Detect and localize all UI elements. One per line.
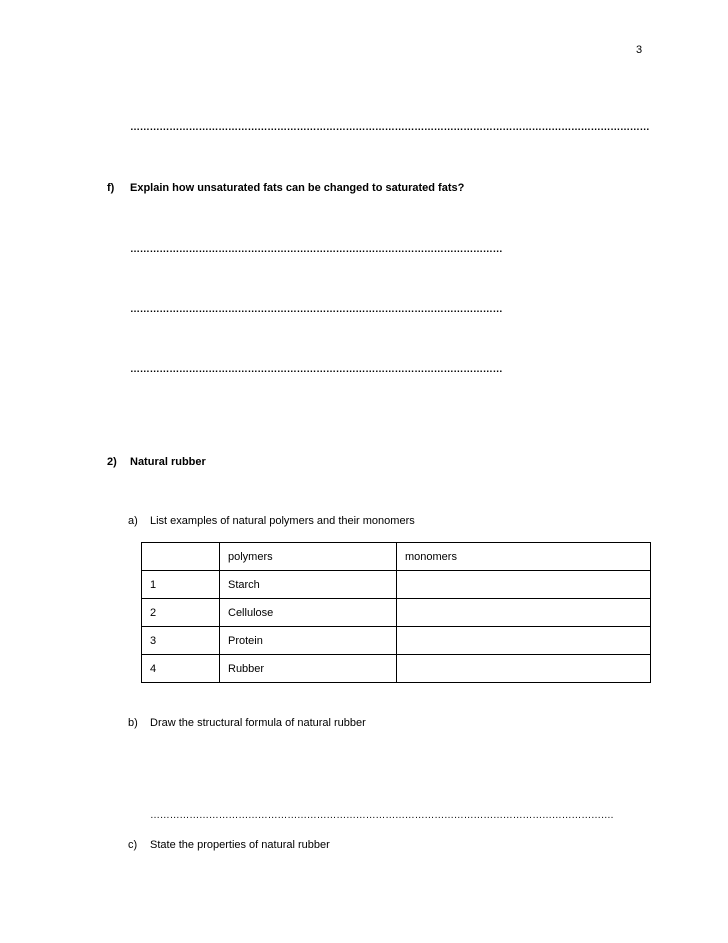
table-cell bbox=[397, 599, 651, 627]
answer-line: …………………………………………………………………………………………………… bbox=[130, 364, 503, 375]
table-cell: Protein bbox=[220, 627, 397, 655]
table-row bbox=[142, 571, 651, 599]
table-header-cell bbox=[142, 543, 220, 571]
polymers-table bbox=[141, 542, 651, 683]
section-2-title: Natural rubber bbox=[130, 456, 206, 468]
table-row bbox=[142, 599, 651, 627]
table-cell: 1 bbox=[142, 571, 220, 599]
section-2-label: 2) bbox=[107, 456, 117, 468]
question-f-text: Explain how unsaturated fats can be changed to saturated fats? bbox=[130, 182, 465, 194]
answer-line: …………………………………………………………………………………………………………………………………………… bbox=[130, 122, 650, 133]
question-c-text: State the properties of natural rubber bbox=[150, 839, 330, 851]
answer-line: ……………………………………………………………………………………………………………………………. bbox=[150, 810, 614, 821]
table-cell: 2 bbox=[142, 599, 220, 627]
question-f-label: f) bbox=[107, 182, 115, 194]
table-cell: 4 bbox=[142, 655, 220, 683]
question-b-text: Draw the structural formula of natural rubber bbox=[150, 717, 366, 729]
table-cell bbox=[397, 655, 651, 683]
table-header-row bbox=[142, 543, 651, 571]
table-cell: Starch bbox=[220, 571, 397, 599]
question-a-label: a) bbox=[128, 515, 138, 527]
question-c-label: c) bbox=[128, 839, 138, 851]
table-cell bbox=[397, 627, 651, 655]
table-header-cell: polymers bbox=[220, 543, 397, 571]
question-b-label: b) bbox=[128, 717, 138, 729]
table-cell: Rubber bbox=[220, 655, 397, 683]
table-header-cell: monomers bbox=[397, 543, 651, 571]
page-number: 3 bbox=[636, 44, 643, 56]
question-a-text: List examples of natural polymers and their monomers bbox=[150, 515, 415, 527]
answer-line: …………………………………………………………………………………………………… bbox=[130, 304, 503, 315]
answer-line: …………………………………………………………………………………………………… bbox=[130, 244, 503, 255]
table-cell: Cellulose bbox=[220, 599, 397, 627]
table-row bbox=[142, 627, 651, 655]
table-cell bbox=[397, 571, 651, 599]
table-cell: 3 bbox=[142, 627, 220, 655]
table-row bbox=[142, 655, 651, 683]
